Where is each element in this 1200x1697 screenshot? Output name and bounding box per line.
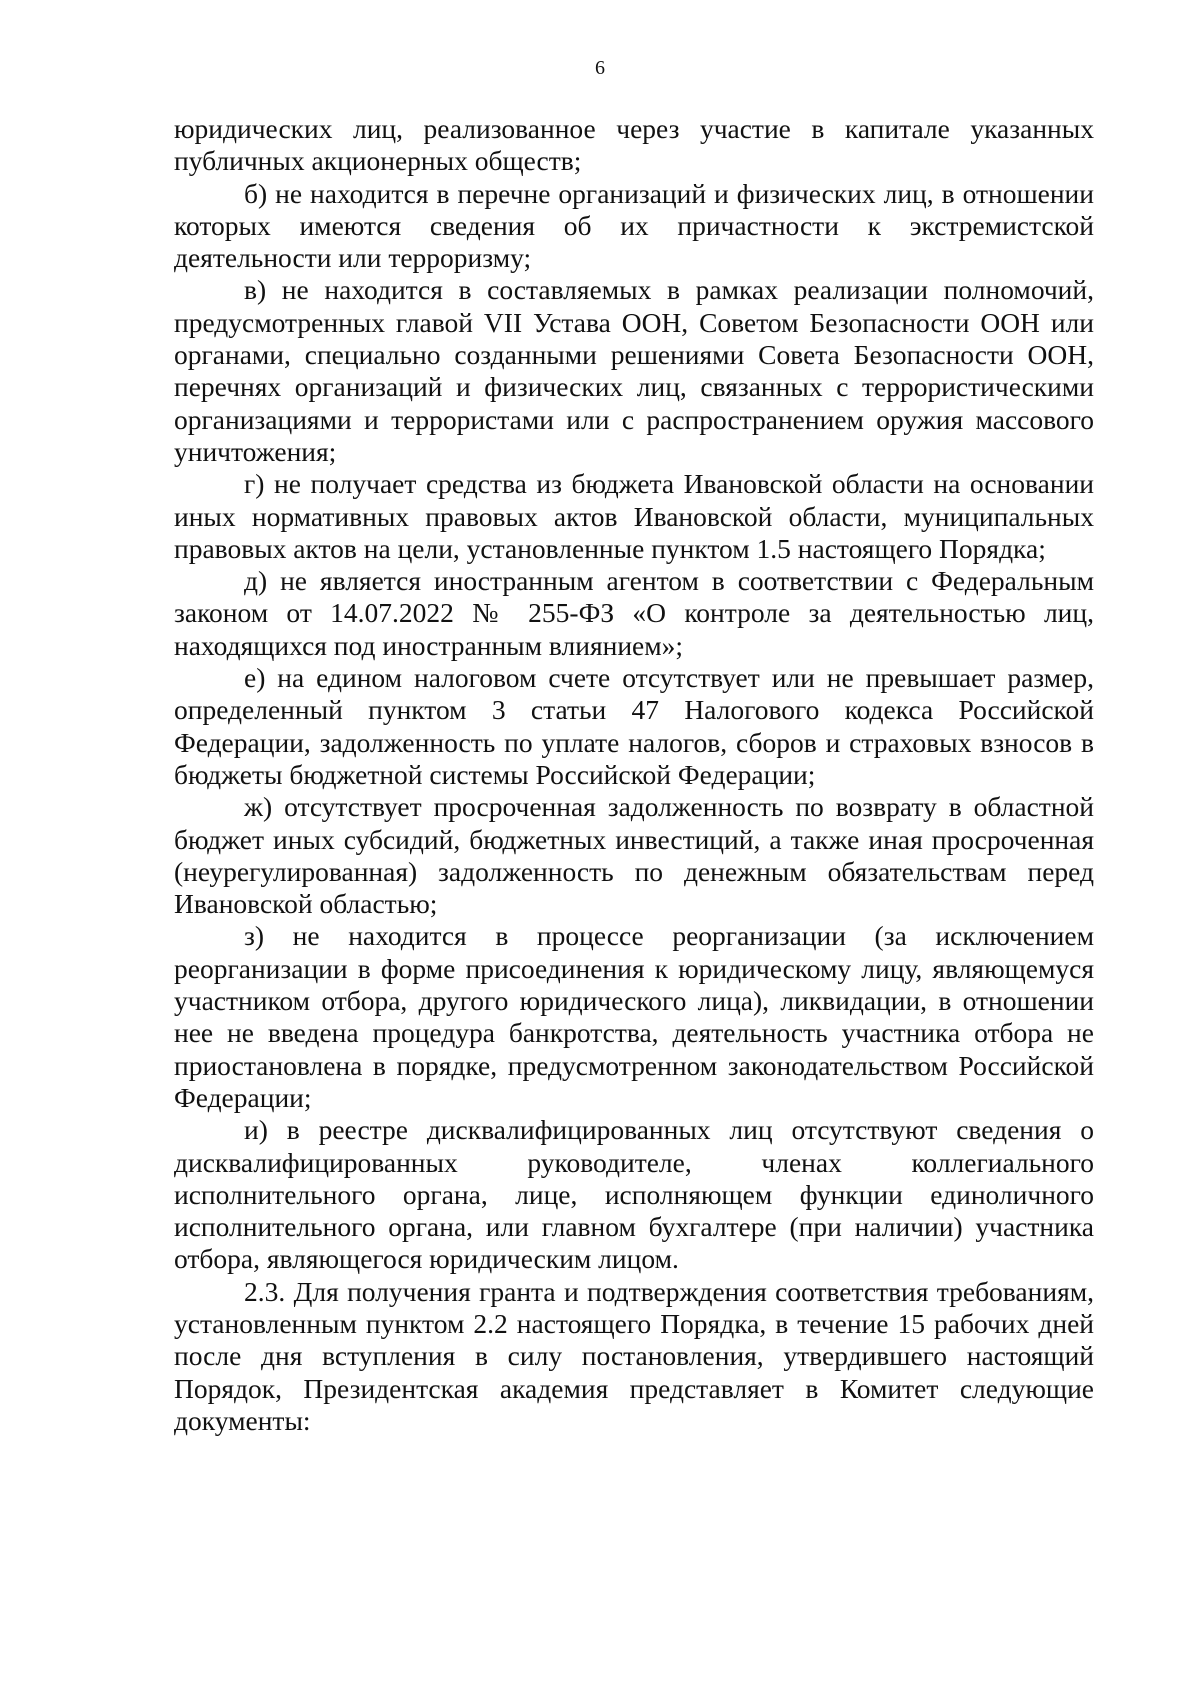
paragraph-item-e: е) на едином налоговом счете отсутствует или не превышает размер, определенный пунктом 3 статьи 47 Налогового кодекса Российской Федерации, задолженность по уплате налогов, сборов и страховых взносов в бюджеты бюджетной системы Российской Федерации; xyxy=(174,662,1094,790)
document-body xyxy=(174,113,1094,1437)
paragraph-item-i: и) в реестре дисквалифицированных лиц отсутствуют сведения о дисквалифицированных руководителе, членах коллегиального исполнительного органа, лице, исполняющем функции единоличного исполнительного органа, или главном бухгалтере (при наличии) участника отбора, являющегося юридическим лицом. xyxy=(174,1114,1094,1275)
paragraph-item-v: в) не находится в составляемых в рамках реализации полномочий, предусмотренных главой VII Устава ООН, Советом Безопасности ООН или органами, специально созданными решениями Совета Безопасности ООН, перечнях организаций и физических лиц, связанных с террористическими организациями и террористами или с распространением оружия массового уничтожения; xyxy=(174,274,1094,467)
paragraph-continuation: юридических лиц, реализованное через участие в капитале указанных публичных акционерных обществ; xyxy=(174,113,1094,177)
paragraph-section-2-3: 2.3. Для получения гранта и подтверждения соответствия требованиям, установленным пунктом 2.2 настоящего Порядка, в течение 15 рабочих дней после дня вступления в силу постановления, утвердившего настоящий Порядок, Президентская академия представляет в Комитет следующие документы: xyxy=(174,1275,1094,1436)
paragraph-item-g: г) не получает средства из бюджета Ивановской области на основании иных нормативных правовых актов Ивановской области, муниципальных правовых актов на цели, установленные пунктом 1.5 настоящего Порядка; xyxy=(174,468,1094,564)
paragraph-item-d: д) не является иностранным агентом в соответствии с Федеральным законом от 14.07.2022 № 255-ФЗ «О контроле за деятельностью лиц, находящихся под иностранным влиянием»; xyxy=(174,565,1094,661)
paragraph-item-b: б) не находится в перечне организаций и физических лиц, в отношении которых имеются сведения об их причастности к экстремистской деятельности или терроризму; xyxy=(174,177,1094,274)
page-number: 6 xyxy=(595,57,605,79)
paragraph-item-z: з) не находится в процессе реорганизации (за исключением реорганизации в форме присоединения к юридическому лицу, являющемуся участником отбора, другого юридического лица), ликвидации, в отношении нее не введена процедура банкротства, деятельность участника отбора не приостановлена в порядке, предусмотренном законодательством Российской Федерации; xyxy=(174,920,1094,1113)
paragraph-item-zh: ж) отсутствует просроченная задолженность по возврату в областной бюджет иных субсидий, бюджетных инвестиций, а также иная просроченная (неурегулированная) задолженность по денежным обязательствам перед Ивановской областью; xyxy=(174,791,1094,920)
